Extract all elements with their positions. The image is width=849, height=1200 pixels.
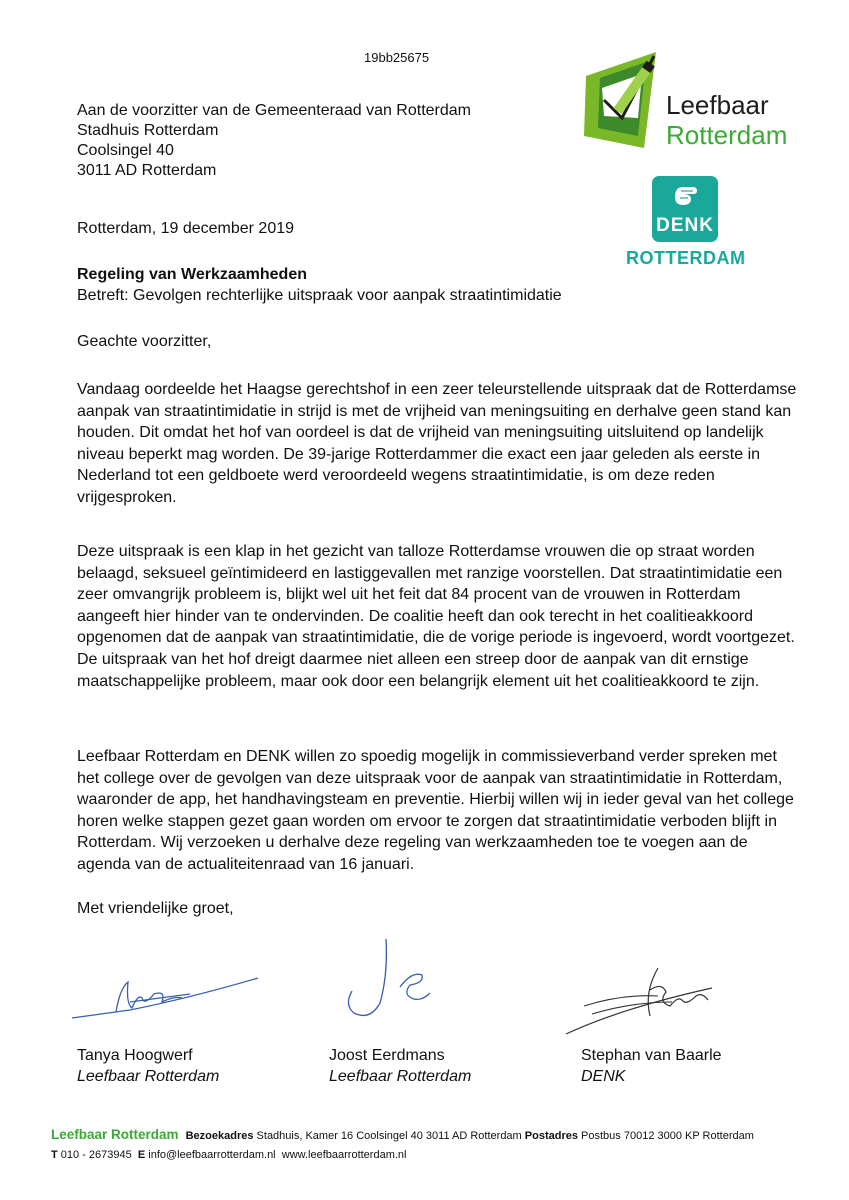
date-line: Rotterdam, 19 december 2019 xyxy=(77,220,295,237)
footer-visit-address: Stadhuis, Kamer 16 Coolsingel 40 3011 AD Rotterdam xyxy=(256,1130,522,1142)
address-line: Coolsingel 40 xyxy=(77,142,174,159)
signature-van-baarle xyxy=(562,962,722,1042)
signatory-block xyxy=(581,1045,722,1087)
signatory-name: Tanya Hoogwerf xyxy=(77,1047,193,1064)
footer-contact-line xyxy=(51,1149,406,1161)
denk-logo-word: DENK xyxy=(656,215,714,236)
signatory-party: Leefbaar Rotterdam xyxy=(329,1068,472,1085)
address-line: 3011 AD Rotterdam xyxy=(77,162,217,179)
recipient-address xyxy=(77,101,471,181)
signatory-name: Stephan van Baarle xyxy=(581,1047,722,1064)
logo-word-rotterdam: Rotterdam xyxy=(666,120,788,150)
address-line: Aan de voorzitter van de Gemeenteraad van Rotterdam xyxy=(77,102,471,119)
body-paragraph: Deze uitspraak is een klap in het gezicht van talloze Rotterdamse vrouwen die op straat worden belaagd, seksueel geïntimideerd en lastiggevallen met ranzige voorstellen. Dat straatintimidatie een zeer omvangrijk probleem is, blijkt wel uit het feit dat 84 procent van de vrouwen in Rotterdam aangeeft hier hinder van te ondervinden. De coalitie heeft dan ook terecht in het coalitieakkoord opgenomen dat de aanpak van straatintimidatie, die de vorige periode is ingevoerd, wordt voortgezet. De uitspraak van het hof dreigt daarmee niet alleen een streep door de aanpak van dit ernstige maatschappelijke probleem, maar ook door een belangrijk element uit het coalitieakkoord te zijn. xyxy=(77,543,795,690)
signatory-block xyxy=(77,1045,219,1087)
logo-word-leefbaar: Leefbaar xyxy=(666,90,769,120)
denk-logo xyxy=(652,176,718,242)
signatory-party: DENK xyxy=(581,1068,626,1085)
salutation: Geachte voorzitter, xyxy=(77,333,212,350)
denk-hand-icon xyxy=(671,183,699,209)
body-paragraph: Leefbaar Rotterdam en DENK willen zo spoedig mogelijk in commissieverband verder spreken met het college over de gevolgen van deze uitspraak voor de aanpak van straatintimidatie in Rotterdam, waaronder de app, het handhavingsteam en preventie. Hierbij willen wij in ieder geval van het college horen welke stappen gezet gaan worden om ervoor te zorgen dat straatintimidatie verboden blijft in Rotterdam. Wij verzoeken u derhalve deze regeling van werkzaamheden toe te voegen aan de agenda van de actualiteitenraad van 16 januari. xyxy=(77,748,794,873)
document-id: 19bb25675 xyxy=(364,50,430,65)
footer-website[interactable]: www.leefbaarrotterdam.nl xyxy=(281,1149,407,1161)
closing: Met vriendelijke groet, xyxy=(77,900,234,917)
leefbaar-rotterdam-logo xyxy=(582,48,788,152)
subject-title: Regeling van Werkzaamheden xyxy=(77,266,307,283)
address-line: Stadhuis Rotterdam xyxy=(77,122,219,139)
footer-postal-label: Postadres xyxy=(524,1130,578,1142)
footer-visit-label: Bezoekadres xyxy=(185,1130,254,1142)
footer-address-line xyxy=(51,1127,754,1142)
footer-brand: Leefbaar Rotterdam xyxy=(51,1127,179,1142)
subject-block xyxy=(77,264,562,306)
footer-postal-address: Postbus 70012 3000 KP Rotterdam xyxy=(581,1130,754,1142)
footer-email-label: E xyxy=(137,1149,146,1161)
denk-logo-city: ROTTERDAM xyxy=(626,248,746,268)
footer-email[interactable]: info@leefbaarrotterdam.nl xyxy=(148,1149,276,1161)
signature-eerdmans xyxy=(340,935,440,1025)
body-paragraph: Vandaag oordeelde het Haagse gerechtshof in een zeer teleurstellende uitspraak dat de Rotterdamse aanpak van straatintimidatie in strijd is met de vrijheid van meningsuiting en derhalve geen stand kan houden. Dit omdat het hof van oordeel is dat de vrijheid van meningsuiting uitsluitend op landelijk niveau beperkt mag worden. De 39-jarige Rotterdammer die exact een jaar geleden als eerste in Nederland tot een geldboete werd veroordeeld wegens straatintimidatie, is om deze reden vrijgesproken. xyxy=(77,381,797,506)
footer-phone-label: T xyxy=(51,1149,58,1161)
signature-hoogwerf xyxy=(70,968,270,1024)
signatory-name: Joost Eerdmans xyxy=(329,1047,445,1064)
subject-regarding: Betreft: Gevolgen rechterlijke uitspraak voor aanpak straatintimidatie xyxy=(77,287,562,304)
signatory-party: Leefbaar Rotterdam xyxy=(77,1068,220,1085)
signatory-block xyxy=(329,1045,471,1087)
footer-phone: 010 - 2673945 xyxy=(60,1149,132,1161)
